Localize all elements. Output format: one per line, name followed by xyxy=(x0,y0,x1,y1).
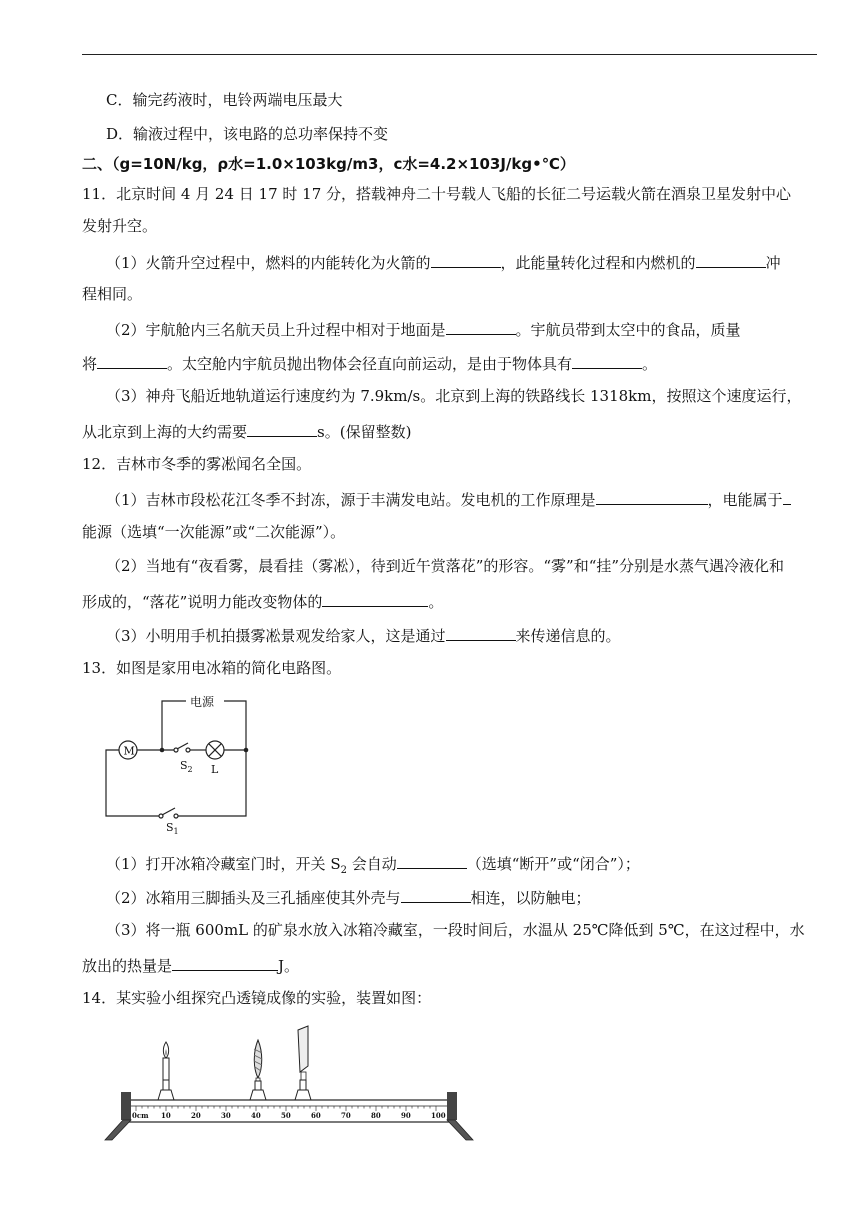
rail-support-right xyxy=(447,1092,473,1140)
q11-part3-line1: （3）神舟飞船近地轨道运行速度约为 7.9km/s。北京到上海的铁路线长 1318km，按照这个速度运行， xyxy=(106,387,802,405)
rail-tick-label: 80 xyxy=(371,1111,381,1120)
optical-bench-figure xyxy=(100,1022,480,1147)
lens-icon xyxy=(254,1040,262,1081)
q13-part2: （2）冰箱用三脚插头及三孔插座使其外壳与 相连，以防触电； xyxy=(106,886,591,908)
power-supply-label: 电源 xyxy=(190,695,215,709)
q13-part3-line2: 放出的热量是 J。 xyxy=(82,954,299,976)
answer-blank[interactable] xyxy=(431,251,501,268)
rail-tick-label: 70 xyxy=(341,1111,351,1120)
q13-stem: 13．如图是家用电冰箱的简化电路图。 xyxy=(82,659,342,677)
q11-part1-line2: 程相同。 xyxy=(82,285,143,303)
rail-tick-label: 50 xyxy=(281,1111,291,1120)
q12-part2-line1: （2）当地有“夜看雾，晨看挂（雾凇），待到近午赏落花”的形容。“雾”和“挂”分别是水蒸气遇冷液化和 xyxy=(106,557,785,575)
q12-part3: （3）小明用手机拍摄雾凇景观发给家人，这是通过 来传递信息的。 xyxy=(106,624,621,646)
header-rule xyxy=(82,54,817,55)
answer-blank[interactable] xyxy=(322,590,428,607)
switch-s2-label: $S_2$ xyxy=(180,759,193,774)
q11-part1-line1: （1）火箭升空过程中，燃料的内能转化为火箭的 ，此能量转化过程和内燃机的 冲 xyxy=(106,251,781,273)
rail-tick-label: 40 xyxy=(251,1111,261,1120)
q11-part2-line1: （2）宇航舱内三名航天员上升过程中相对于地面是 。宇航员带到太空中的食品，质量 xyxy=(106,318,741,340)
rail-tick-label: 0cm xyxy=(132,1111,149,1120)
answer-blank[interactable] xyxy=(696,251,766,268)
q14-stem: 14．某实验小组探究凸透镜成像的实验，装置如图： xyxy=(82,989,432,1007)
option-c: C．输完药液时，电铃两端电压最大 xyxy=(106,91,343,109)
rail-tick-label: 90 xyxy=(401,1111,411,1120)
rail-tick-label: 30 xyxy=(221,1111,231,1120)
q12-part1-line2: 能源（选填“一次能源”或“二次能源”）。 xyxy=(82,523,346,541)
lamp-icon xyxy=(206,741,224,759)
switch-s1-icon xyxy=(159,808,178,818)
lamp-label: L xyxy=(211,763,219,776)
screen-icon xyxy=(298,1026,308,1080)
q13-part1: （1）打开冰箱冷藏室门时，开关 $S_2$ 会自动 （选填“断开”或“闭合”）； xyxy=(106,852,640,881)
q12-part2-line2: 形成的，“落花”说明力能改变物体的 。 xyxy=(82,590,443,612)
rail-tick-label: 60 xyxy=(311,1111,321,1120)
q12-part1-line1: （1）吉林市段松花江冬季不封冻，源于丰满发电站。发电机的工作原理是 ，电能属于 xyxy=(106,488,791,510)
answer-blank[interactable] xyxy=(397,852,467,869)
rail-tick-label: 20 xyxy=(191,1111,201,1120)
q11-part3-line2: 从北京到上海的大约需要 s。(保留整数) xyxy=(82,420,411,442)
rail-tick-label: 100 xyxy=(431,1111,446,1120)
junction-dot xyxy=(160,748,165,753)
q12-stem: 12．吉林市冬季的雾凇闻名全国。 xyxy=(82,455,312,473)
answer-blank[interactable] xyxy=(446,318,516,335)
answer-blank[interactable] xyxy=(401,886,471,903)
svg-text:M: M xyxy=(123,744,135,758)
candle-icon xyxy=(163,1042,169,1080)
motor-icon xyxy=(119,741,137,759)
answer-blank[interactable] xyxy=(572,352,642,369)
rail-tick-label: 10 xyxy=(161,1111,171,1120)
circuit-diagram xyxy=(96,688,256,838)
answer-blank[interactable] xyxy=(247,420,317,437)
switch-s1-label: $S_1$ xyxy=(166,821,179,836)
q11-stem-line1: 11．北京时间 4 月 24 日 17 时 17 分，搭载神舟二十号载人飞船的长征二号运载火箭在酒泉卫星发射中心 xyxy=(82,185,792,203)
junction-dot xyxy=(244,748,249,753)
answer-blank[interactable] xyxy=(97,352,167,369)
answer-blank[interactable] xyxy=(783,488,791,505)
answer-blank[interactable] xyxy=(596,488,708,505)
q11-part2-line2: 将 。太空舱内宇航员抛出物体会径直向前运动，是由于物体具有 。 xyxy=(82,352,657,374)
answer-blank[interactable] xyxy=(446,624,516,641)
option-d: D．输液过程中，该电路的总功率保持不变 xyxy=(106,125,389,143)
holder-icon xyxy=(158,1080,311,1100)
section-heading: 二、（g=10N/kg，ρ水=1.0×103kg/m3，c水=4.2×103J/kg•℃） xyxy=(82,155,575,173)
answer-blank[interactable] xyxy=(172,954,278,971)
switch-s2-icon xyxy=(174,743,190,752)
q11-stem-line2: 发射升空。 xyxy=(82,217,158,235)
rail-support-left xyxy=(105,1092,131,1140)
q13-part3-line1: （3）将一瓶 600mL 的矿泉水放入冰箱冷藏室，一段时间后，水温从 25℃降低到 5℃，在这过程中，水 xyxy=(106,921,805,939)
